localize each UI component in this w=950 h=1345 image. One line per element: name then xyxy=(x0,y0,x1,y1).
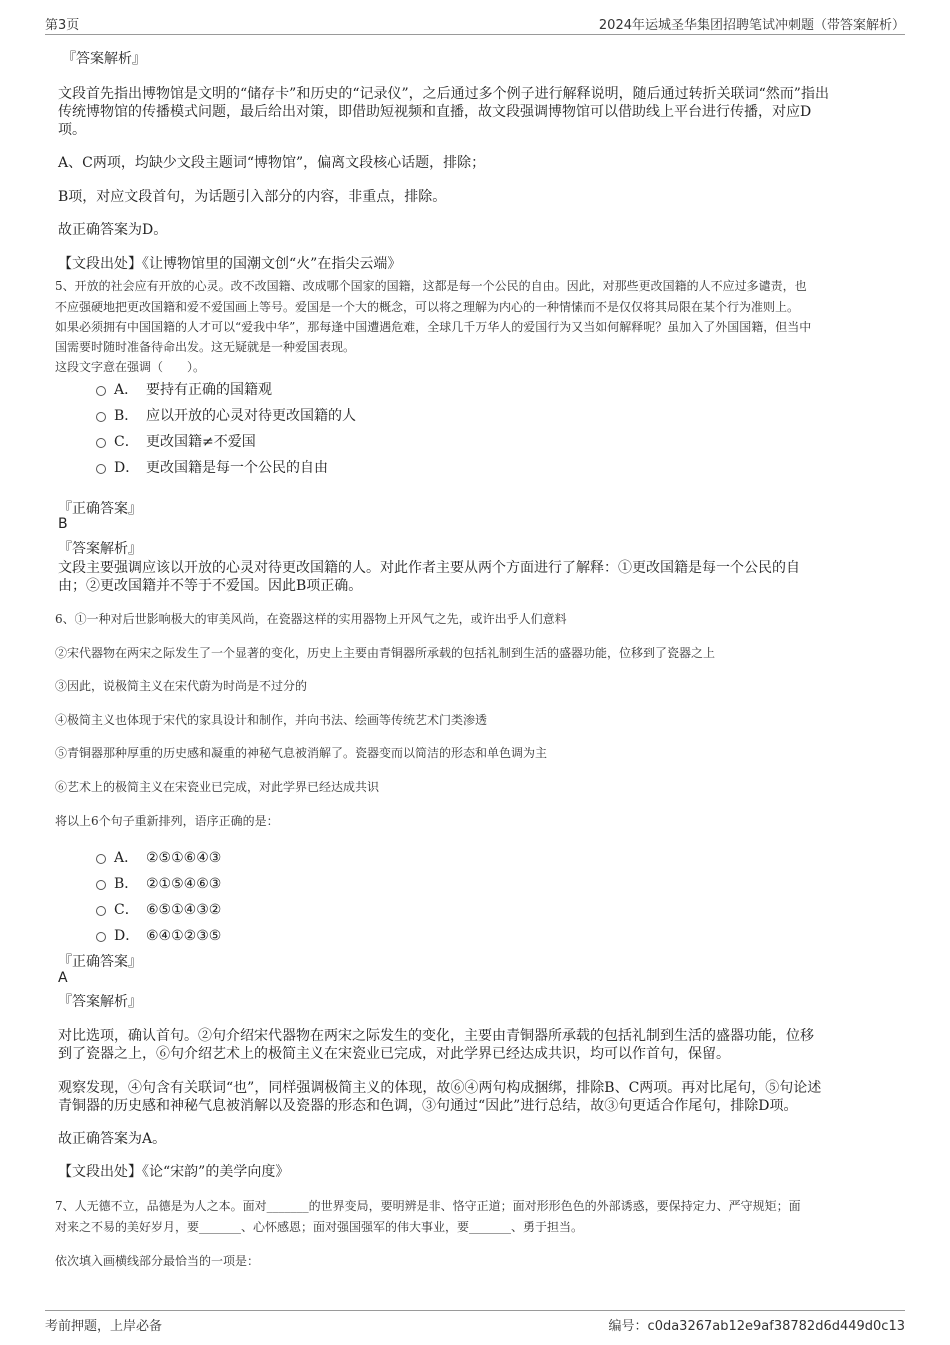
q6-analysis-line: 对比选项，确认首句。②句介绍宋代器物在两宋之际发生的变化，主要由青铜器所承载的包括礼制到生活的盛器功能，位移 xyxy=(58,1028,814,1044)
q6-analysis-heading: 『答案解析』 xyxy=(58,994,142,1010)
page-footer xyxy=(45,1310,905,1335)
q6-option-d[interactable]: D． ⑥④①②③⑤ xyxy=(96,925,221,945)
q6-question: 将以上6个句子重新排列，语序正确的是： xyxy=(55,814,279,828)
q6-analysis-line: 到了瓷器之上，⑥句介绍艺术上的极简主义在宋瓷业已完成，对此学界已经达成共识，均可以作首句，保留。 xyxy=(58,1046,730,1062)
radio-icon[interactable] xyxy=(96,854,106,864)
q6-sentence-6: ⑥艺术上的极简主义在宋瓷业已完成，对此学界已经达成共识 xyxy=(55,780,380,794)
q6-source: 【文段出处】《论“宋韵”的美学向度》 xyxy=(58,1164,290,1180)
page-number: 第3页 xyxy=(45,18,80,33)
q6-answer-heading: 『正确答案』 xyxy=(58,954,142,970)
q6-analysis-line: 观察发现，④句含有关联词“也”，同样强调极简主义的体现，故⑥④两句构成捆绑，排除B、C两项。再对比尾句，⑤句论述 xyxy=(58,1080,822,1096)
q7-stem-line: 7、人无德不立，品德是为人之本。面对_______的世界变局，要明辨是非、恪守正道；面对形形色色的外部诱惑，要保持定力、严守规矩；面 xyxy=(55,1199,801,1213)
radio-icon[interactable] xyxy=(96,880,106,890)
q5-stem-line: 国需要时随时准备待命出发。这无疑就是一种爱国表现。 xyxy=(55,340,356,354)
document-code: 编号：c0da3267ab12e9af38782d6d449d0c13 xyxy=(608,1319,905,1334)
radio-icon[interactable] xyxy=(96,906,106,916)
q5-answer: B xyxy=(58,516,68,532)
q4-analysis-line: 项。 xyxy=(58,122,86,138)
q7-stem-line: 对来之不易的美好岁月，要_______、心怀感恩；面对强国强军的伟大事业，要_______、勇于担当。 xyxy=(55,1220,584,1234)
q4-source: 【文段出处】《让博物馆里的国潮文创“火”在指尖云端》 xyxy=(58,256,402,272)
q5-answer-heading: 『正确答案』 xyxy=(58,501,142,517)
radio-icon[interactable] xyxy=(96,464,106,474)
q5-stem-line: 不应强硬地把更改国籍和爱不爱国画上等号。爱国是一个大的概念，可以将之理解为内心的一种情愫而不是仅仅将其局限在某个行为准则上。 xyxy=(55,300,800,314)
q6-analysis-line: 青铜器的历史感和神秘气息被消解以及瓷器的形态和色调，③句通过“因此”进行总结，故③句更适合作尾句，排除D项。 xyxy=(58,1098,798,1114)
q5-option-d[interactable]: D． 更改国籍是每一个公民的自由 xyxy=(96,457,328,477)
q4-analysis-heading: 『答案解析』 xyxy=(62,51,146,67)
q4-analysis-line: A、C两项，均缺少文段主题词“博物馆”，偏离文段核心话题，排除； xyxy=(58,155,486,171)
q6-sentence-3: ③因此，说极简主义在宋代蔚为时尚是不过分的 xyxy=(55,679,308,693)
footer-slogan: 考前押题，上岸必备 xyxy=(45,1319,163,1334)
q5-stem-line: 5、开放的社会应有开放的心灵。改不改国籍、改成哪个国家的国籍，这都是每一个公民的自由。因此，对那些更改国籍的人不应过多谴责，也 xyxy=(55,279,807,293)
document-title: 2024年运城圣华集团招聘笔试冲刺题（带答案解析） xyxy=(598,18,905,33)
q5-analysis-heading: 『答案解析』 xyxy=(58,541,142,557)
q5-option-a[interactable]: A． 要持有正确的国籍观 xyxy=(96,379,272,399)
radio-icon[interactable] xyxy=(96,932,106,942)
page-header xyxy=(45,12,905,35)
q6-option-b[interactable]: B． ②①⑤④⑥③ xyxy=(96,873,221,893)
q6-conclusion: 故正确答案为A。 xyxy=(58,1131,167,1147)
q6-sentence-2: ②宋代器物在两宋之际发生了一个显著的变化，历史上主要由青铜器所承载的包括礼制到生活的盛器功能，位移到了瓷器之上 xyxy=(55,646,716,660)
q5-analysis-line: 由；②更改国籍并不等于不爱国。因此B项正确。 xyxy=(58,578,363,594)
q6-sentence-4: ④极简主义也体现于宋代的家具设计和制作，并向书法、绘画等传统艺术门类渗透 xyxy=(55,713,488,727)
q6-sentence-1: 6、①一种对后世影响极大的审美风尚，在瓷器这样的实用器物上开风气之先，或许出乎人们意料 xyxy=(55,612,567,626)
q6-option-c[interactable]: C． ⑥⑤①④③② xyxy=(96,899,221,919)
q4-analysis-line: B项，对应文段首句，为话题引入部分的内容，非重点，排除。 xyxy=(58,189,447,205)
q5-question: 这段文字意在强调（ ）。 xyxy=(55,360,206,374)
q4-analysis-line: 传统博物馆的传播模式问题，最后给出对策，即借助短视频和直播，故文段强调博物馆可以借助线上平台进行传播，对应D xyxy=(58,104,812,120)
q7-question: 依次填入画横线部分最恰当的一项是： xyxy=(55,1254,260,1268)
q5-option-b[interactable]: B． 应以开放的心灵对待更改国籍的人 xyxy=(96,405,356,425)
radio-icon[interactable] xyxy=(96,438,106,448)
q5-analysis-line: 文段主要强调应该以开放的心灵对待更改国籍的人。对此作者主要从两个方面进行了解释：①更改国籍是每一个公民的自 xyxy=(58,560,800,576)
q4-analysis-line: 文段首先指出博物馆是文明的“储存卡”和历史的“记录仪”，之后通过多个例子进行解释说明，随后通过转折关联词“然而”指出 xyxy=(58,86,829,102)
q5-stem-line: 如果必须拥有中国国籍的人才可以“爱我中华”，那每逢中国遭遇危难，全球几千万华人的爱国行为又当如何解释呢？虽加入了外国国籍，但当中 xyxy=(55,320,812,334)
q5-option-c[interactable]: C． 更改国籍≠不爱国 xyxy=(96,431,256,451)
radio-icon[interactable] xyxy=(96,412,106,422)
q6-option-a[interactable]: A． ②⑤①⑥④③ xyxy=(96,847,221,867)
q4-conclusion: 故正确答案为D。 xyxy=(58,222,168,238)
q6-sentence-5: ⑤青铜器那种厚重的历史感和凝重的神秘气息被消解了。瓷器变而以简洁的形态和单色调为主 xyxy=(55,746,548,760)
q6-answer: A xyxy=(58,970,68,986)
radio-icon[interactable] xyxy=(96,386,106,396)
